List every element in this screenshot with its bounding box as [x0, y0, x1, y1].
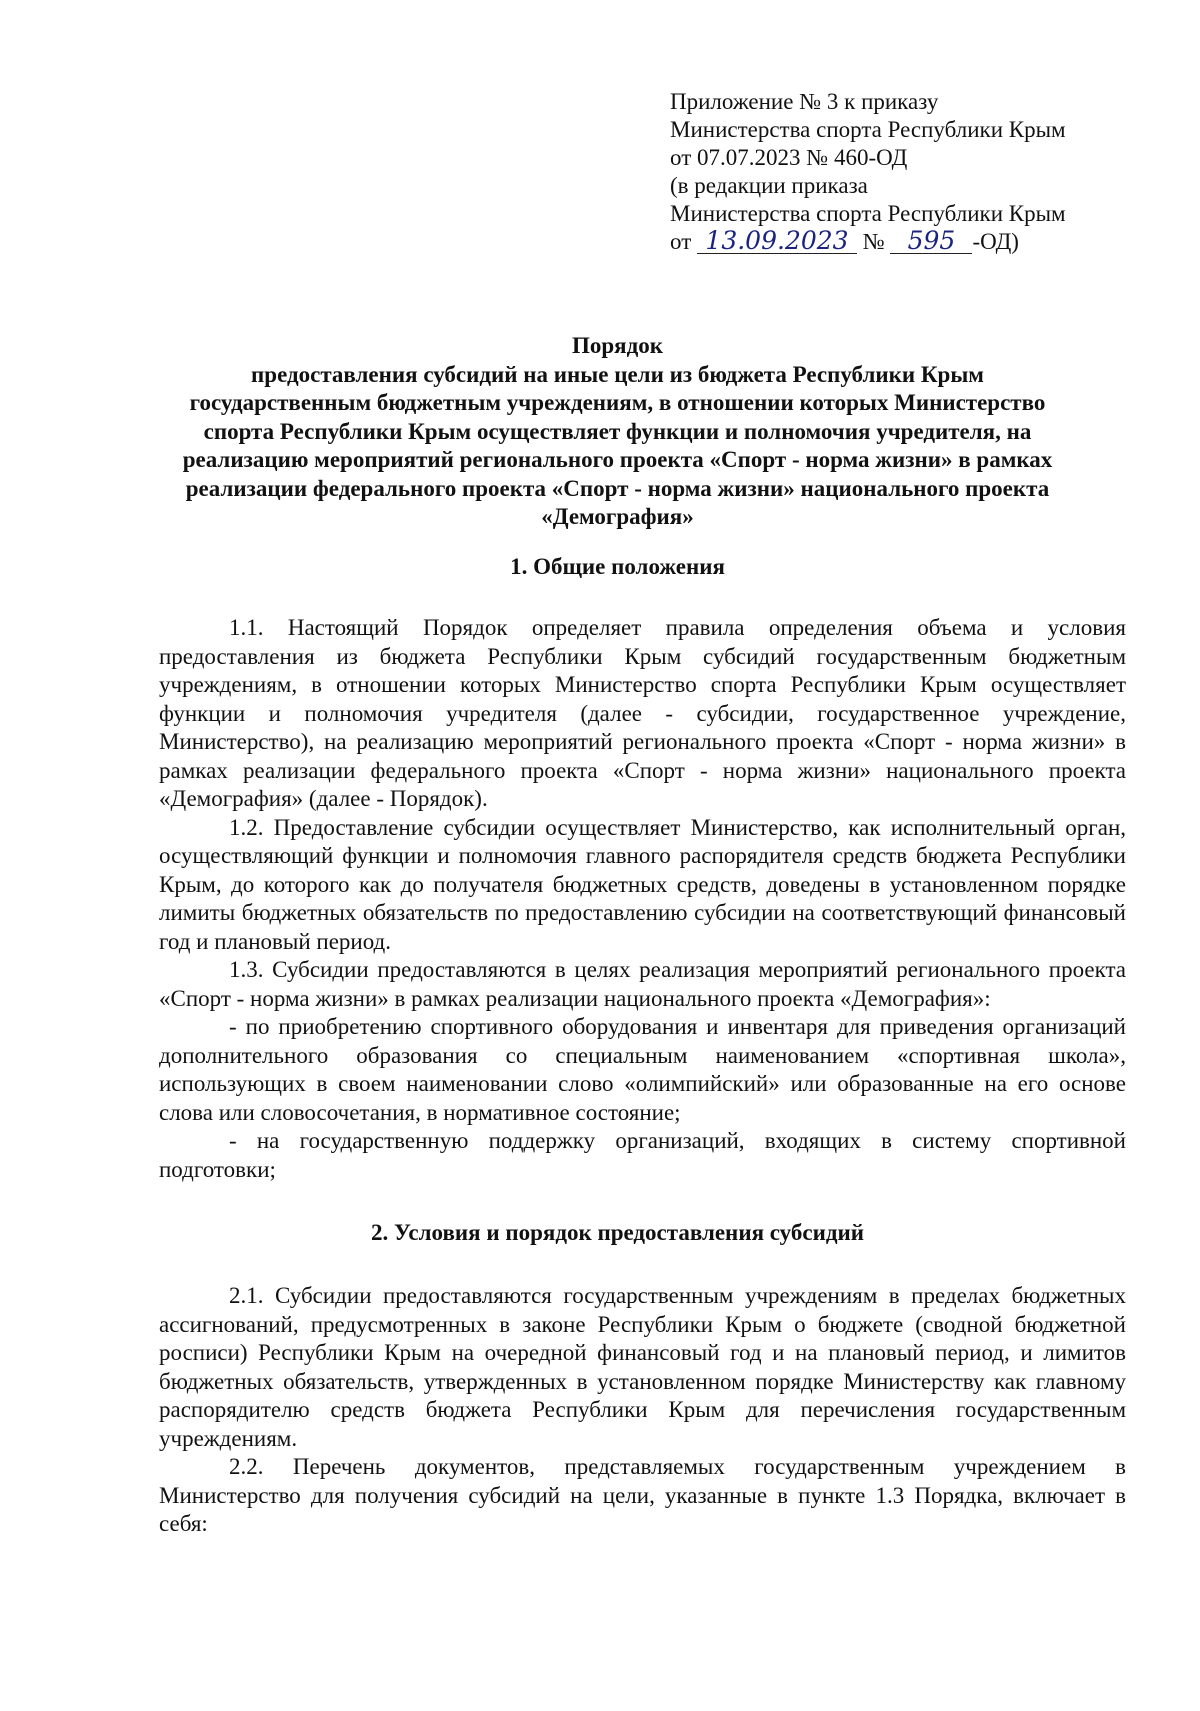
title-line: реализации федерального проекта «Спорт - норма жизни» национального проекта — [185, 475, 1050, 501]
header-line: Приложение № 3 к приказу — [670, 89, 939, 114]
handwritten-date: 13.09.2023 — [697, 229, 857, 254]
title-line: предоставления субсидий на иные цели из бюджета Республики Крым — [251, 361, 984, 387]
title-heading: Порядок — [571, 333, 663, 358]
header-line: от 07.07.2023 № 460-ОД — [670, 145, 908, 170]
paragraph: 1.3. Субсидии предоставляются в целях реализация мероприятий регионального проекта «Спорт - норма жизни» в рамках реализации национального проекта «Демография»: — [159, 957, 1126, 1011]
header-suffix: -ОД) — [972, 229, 1019, 254]
paragraph: 2.2. Перечень документов, представляемых государственным учреждением в Министерство для получения субсидий на цели, указанные в пункте 1.3 Порядка, включает в себя: — [159, 1454, 1126, 1536]
paragraph: 1.1. Настоящий Порядок определяет правила определения объема и условия предоставления из бюджета Республики Крым субсидий государственным бюджетным учреждениям, в отношении которых Министерство спорта Республики Крым осуществляет функции и полномочия учредителя (далее - субсидии, государственное учреждение, Министерство), на реализацию мероприятий регионального проекта «Спорт - норма жизни» в рамках реализации федерального проекта «Спорт - норма жизни» национального проекта «Демография» (далее - Порядок). — [159, 615, 1126, 811]
paragraph: - по приобретению спортивного оборудования и инвентаря для приведения организаций дополнительного образования со специальным наименованием «спортивная школа», использующих в своем наименовании слово «олимпийский» или образованные на его основе слова или словосочетания, в нормативное состояние; — [159, 1014, 1126, 1125]
paragraph: - на государственную поддержку организаций, входящих в систему спортивной подготовки; — [159, 1128, 1126, 1182]
title-line: «Демография» — [541, 504, 694, 529]
header-number-sign: № — [862, 229, 885, 254]
header-line: Министерства спорта Республики Крым — [670, 201, 1066, 226]
section-heading-1: 1. Общие положения — [510, 554, 725, 579]
paragraph: 2.1. Субсидии предоставляются государственным учреждениям в пределах бюджетных ассигнований, предусмотренных в законе Республики Крым о бюджете (сводной бюджетной росписи) Республики Крым на очередной финансовый год и на плановый период, и лимитов бюджетных обязательств, утвержденных в установленном порядке Министерству как главному распорядителю средств бюджета Республики Крым для перечисления государственным учреждениям. — [159, 1283, 1126, 1451]
title-line: государственным бюджетным учреждениям, в отношении которых Министерство — [189, 390, 1046, 415]
header-amendment-line — [670, 228, 1170, 256]
appendix-header — [670, 88, 1170, 256]
title-line: реализацию мероприятий регионального проекта «Спорт - норма жизни» в рамках — [182, 447, 1053, 472]
title-line: спорта Республики Крым осуществляет функции и полномочия учредителя, на — [203, 418, 1032, 444]
section-heading-2: 2. Условия и порядок предоставления субсидий — [371, 1220, 864, 1245]
handwritten-order-number: 595 — [890, 229, 972, 254]
section-2-body — [159, 1282, 1126, 1539]
header-line: (в редакции приказа — [670, 173, 868, 198]
header-line: Министерства спорта Республики Крым — [670, 117, 1066, 142]
paragraph: 1.2. Предоставление субсидии осуществляет Министерство, как исполнительный орган, осуществляющий функции и полномочия главного распорядителя средств бюджета Республики Крым, до которого как до получателя бюджетных средств, доведены в установленном порядке лимиты бюджетных обязательств по предоставлению субсидии на соответствующий финансовый год и плановый период. — [159, 814, 1126, 954]
section-1-body — [159, 614, 1126, 1184]
header-prefix: от — [670, 229, 692, 254]
document-title — [150, 332, 1085, 532]
